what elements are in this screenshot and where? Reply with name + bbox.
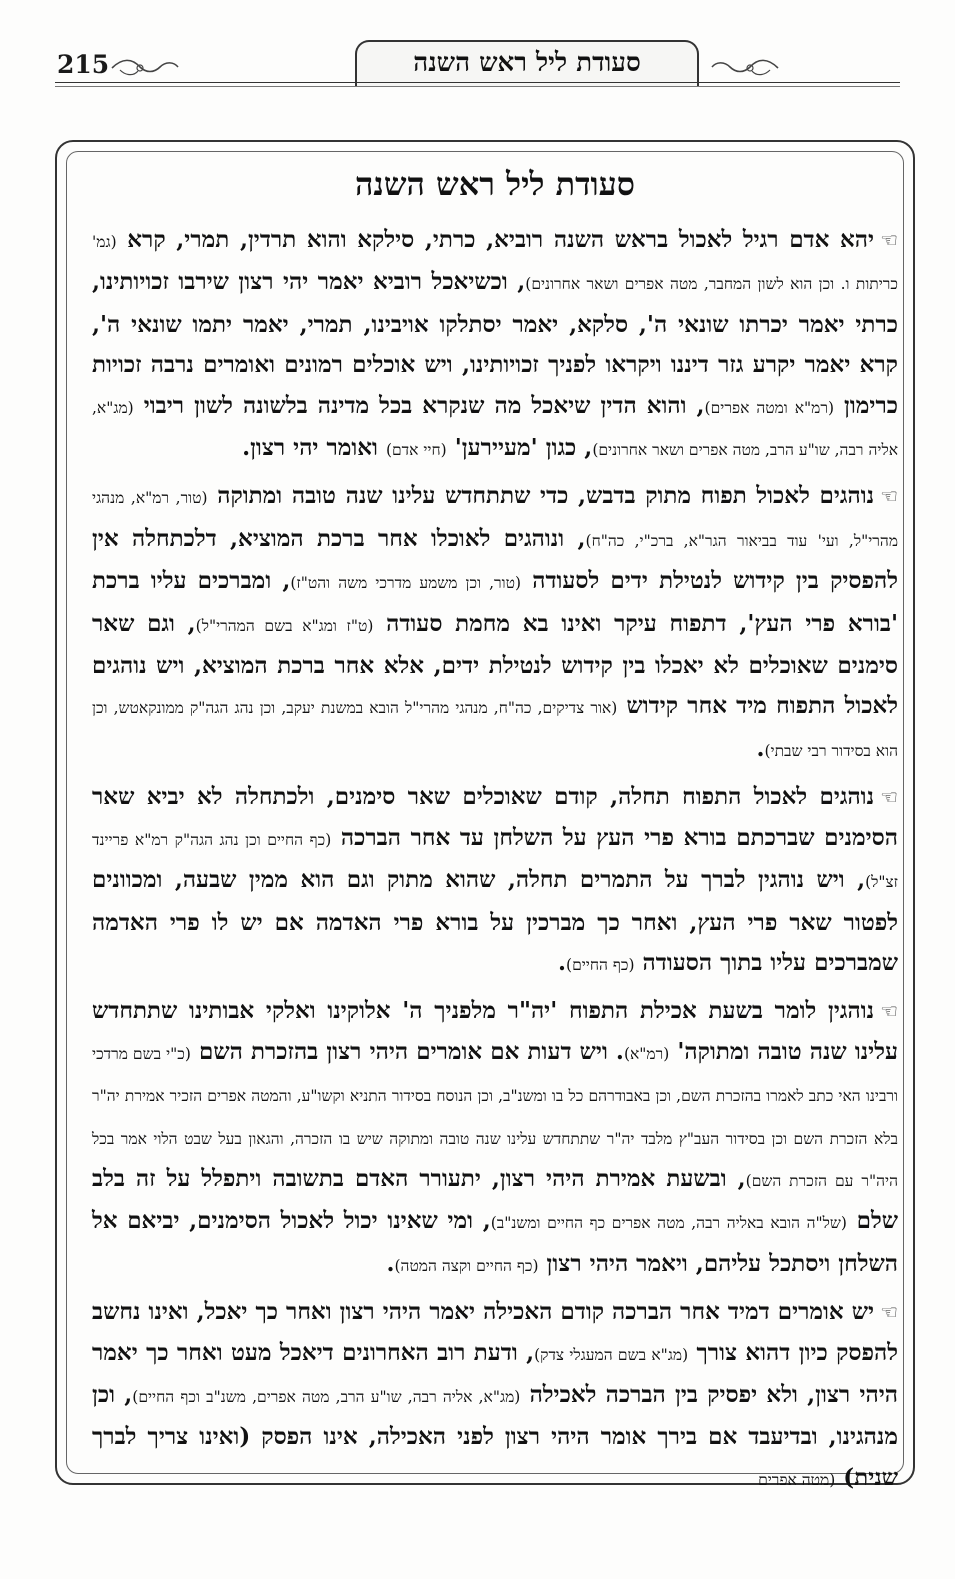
paragraph bbox=[92, 220, 898, 470]
paragraph-text: , ובשעת אמירת היהי רצון, יתעורר האדם בתשובה ויתפלל על זה בלב שלם bbox=[92, 1164, 898, 1235]
content-area bbox=[92, 162, 899, 1491]
source-citation: (מג"א, אליה רבה, שו"ע הרב, מטה אפרים, משנ"ב וכף החיים) bbox=[132, 1387, 521, 1406]
source-citation: (כ"י בשם מרדכי ורבינו האי כתב לאמרו בהזכרת השם, וכן באבודרהם כל בו ומשנ"ב, וכן הנוסח בסידור התניא וקשו"ע, והמטה אפרים הזכיר אמירת יה"ר בלא הזכרת השם וכן בסידור העב"ץ מלבד יה"ר שתתחדש עלינו שנה טובה ומתוקה שיש בו הזכרה, והגאון בעל שבט הלוי אמר בכל היה"ר עם הזכרת השם) bbox=[92, 1044, 898, 1190]
paragraph-text: , וכן מנהגינו, ובדיעבד אם בירך אומר היהי רצון לפני האכילה, אינו הפסק (ואינו צריך לברך שנית) bbox=[92, 1380, 898, 1491]
source-citation: (מטה אפרים bbox=[758, 1470, 836, 1489]
paragraph-text: ואומר יהי רצון. bbox=[242, 434, 386, 462]
paragraph-text: , וכשיאכל רוביא יאמר יהי רצון שירבו זכויותינו, כרתי יאמר יכרתו שונאי ה', סלקא, יאמר יסתלקו אויבינו, תמרי, יאמר יתמו שונאי ה', קרא יאמר יקרע גזר דיננו ויקראו לפניך זכויותינו, ויש אוכלים רמונים ואומרים נרבה זכויות כרימון bbox=[92, 268, 898, 419]
ornament-flourish-icon bbox=[710, 56, 780, 78]
source-citation: (כף החיים) bbox=[566, 955, 635, 974]
paragraph-text: , והוא הדין שיאכל מה שנקרא בכל מדינה בלשונה לשון ריבוי bbox=[133, 391, 705, 419]
source-citation: (רמ"א) bbox=[623, 1044, 670, 1063]
source-citation: (טור, וכן משמע מדרכי משה והט"ז) bbox=[290, 574, 522, 593]
source-citation: (כף החיים וקצה המטה) bbox=[394, 1256, 539, 1275]
source-citation: (של"ה הובא באליה רבה, מטה אפרים כף החיים ומשנ"ב) bbox=[490, 1214, 847, 1233]
running-title: סעודת ליל ראש השנה bbox=[413, 48, 641, 78]
paragraph-text: . bbox=[756, 734, 765, 762]
source-citation: (גמ' כריתות ו. וכן הוא לשון המחבר, מטה אפרים ושאר אחרונים) bbox=[92, 233, 898, 294]
paragraph-text: נוהגים לאכול התפוח תחלה, קודם שאוכלים שאר סימנים, ולכתחלה לא יביא שאר הסימנים שברכתם בורא פרי העץ על השלחן עד אחר הברכה bbox=[92, 783, 898, 851]
paragraph-text: , ונוהגים לאוכלו אחר ברכת המוציא, דלכתחלה אין להפסיק בין קידוש לנטילת ידים לסעודה bbox=[92, 524, 898, 595]
hand-pointer-icon: ☜ bbox=[880, 785, 898, 810]
paragraph bbox=[92, 991, 898, 1286]
page-number: 215 bbox=[57, 50, 110, 79]
source-citation: (כף החיים וכן נהג הגה"ק רמ"א פריינד זצ"ל) bbox=[92, 830, 898, 892]
paragraph bbox=[92, 777, 898, 985]
paragraph-text: , ויש נוהגין לברך על התמרים תחלה, שהוא מתוק וגם הוא ממין שבעה, ומכוונים לפטור שאר פרי העץ, ואחר כך מברכין על בורא פרי האדמה אם יש לו פרי האדמה שמברכים עליו בתוך הסעודה bbox=[92, 866, 898, 976]
paragraph-list bbox=[92, 220, 898, 1500]
source-citation: (ט"ז ומג"א בשם המהרי"ל) bbox=[195, 616, 374, 635]
paragraph-text: . ויש דעות אם אומרים היהי רצון בהזכרת השם bbox=[190, 1037, 624, 1065]
section-title: סעודת ליל ראש השנה bbox=[355, 165, 635, 203]
paragraph-text: . bbox=[386, 1249, 395, 1277]
paragraph-text: נוהגים לאכול תפוח מתוק בדבש, כדי שתתחדש עלינו שנה טובה ומתוקה bbox=[207, 482, 875, 510]
header-rule bbox=[55, 82, 900, 83]
paragraph-text: נוהגין לומר בשעת אכילת התפוח 'יה"ר מלפניך ה' אלוקינו ואלקי אבותינו שתתחדש עלינו שנה טובה ומתוקה' bbox=[92, 997, 898, 1065]
paragraph bbox=[92, 1292, 898, 1500]
page-header bbox=[55, 38, 900, 94]
hand-pointer-icon: ☜ bbox=[880, 228, 898, 252]
header-rule-thin bbox=[55, 86, 900, 87]
source-citation: (מג"א בשם המעגלי צדק) bbox=[534, 1345, 689, 1364]
paragraph-text: . bbox=[558, 948, 567, 976]
hand-pointer-icon: ☜ bbox=[880, 999, 898, 1024]
source-citation: (מג"א, אליה רבה, שו"ע הרב, מטה אפרים ושאר אחרונים) bbox=[92, 398, 898, 460]
paragraph-text: , וגם שאר סימנים שאוכלים לא יאכלו בין קידוש לנטילת ידים, אלא אחר ברכת המוציא, ויש נוהגים לאכול התפוח מיד אחר קידוש bbox=[92, 609, 899, 720]
paragraph-text: , ודעת רוב האחרונים דיאכל מעט ואחר כך יאמר היהי רצון, ולא יפסיק בין הברכה לאכילה bbox=[92, 1338, 898, 1408]
source-citation: (אור צדיקים, כה"ח, מנהגי מהרי"ל הובא במשנת יעקב, וכן נהג הגה"ק ממונקאטש, וכן הוא בסידור רבי שבתי) bbox=[92, 699, 898, 760]
paragraph-text: , כגון 'מעיירען' bbox=[446, 434, 593, 462]
paragraph-text: יש אומרים דמיד אחר הברכה קודם האכילה יאמר היהי רצון ואחר כך יאכל, ואינו נחשב להפסק כיון דהוא צורך bbox=[92, 1298, 898, 1366]
hand-pointer-icon: ☜ bbox=[880, 1300, 898, 1325]
running-title-box bbox=[355, 40, 699, 86]
source-citation: (רמ"א ומטה אפרים) bbox=[704, 398, 834, 417]
paragraph bbox=[92, 476, 898, 771]
source-citation: (חיי אדם) bbox=[385, 441, 447, 460]
source-citation: (טור, רמ"א, מנהגי מהרי"ל, ועי' עוד בביאור הגר"א, ברכ"י, כה"ח) bbox=[92, 489, 899, 550]
hand-pointer-icon: ☜ bbox=[880, 484, 898, 509]
paragraph-text: יהא אדם רגיל לאכול בראש השנה רוביא, כרתי, סילקא והוא תרדין, תמרי, קרא bbox=[116, 226, 875, 253]
ornament-flourish-icon bbox=[110, 56, 180, 78]
paragraph-text: , ומי שאינו יכול לאכול הסימנים, יביאם אל השלחן ויסתכל עליהם, ויאמר היהי רצון bbox=[92, 1207, 898, 1277]
paragraph-text: , ומברכים עליו ברכת 'בורא פרי העץ', דתפוח עיקר ואינו בא מחמת סעודה bbox=[92, 567, 898, 637]
